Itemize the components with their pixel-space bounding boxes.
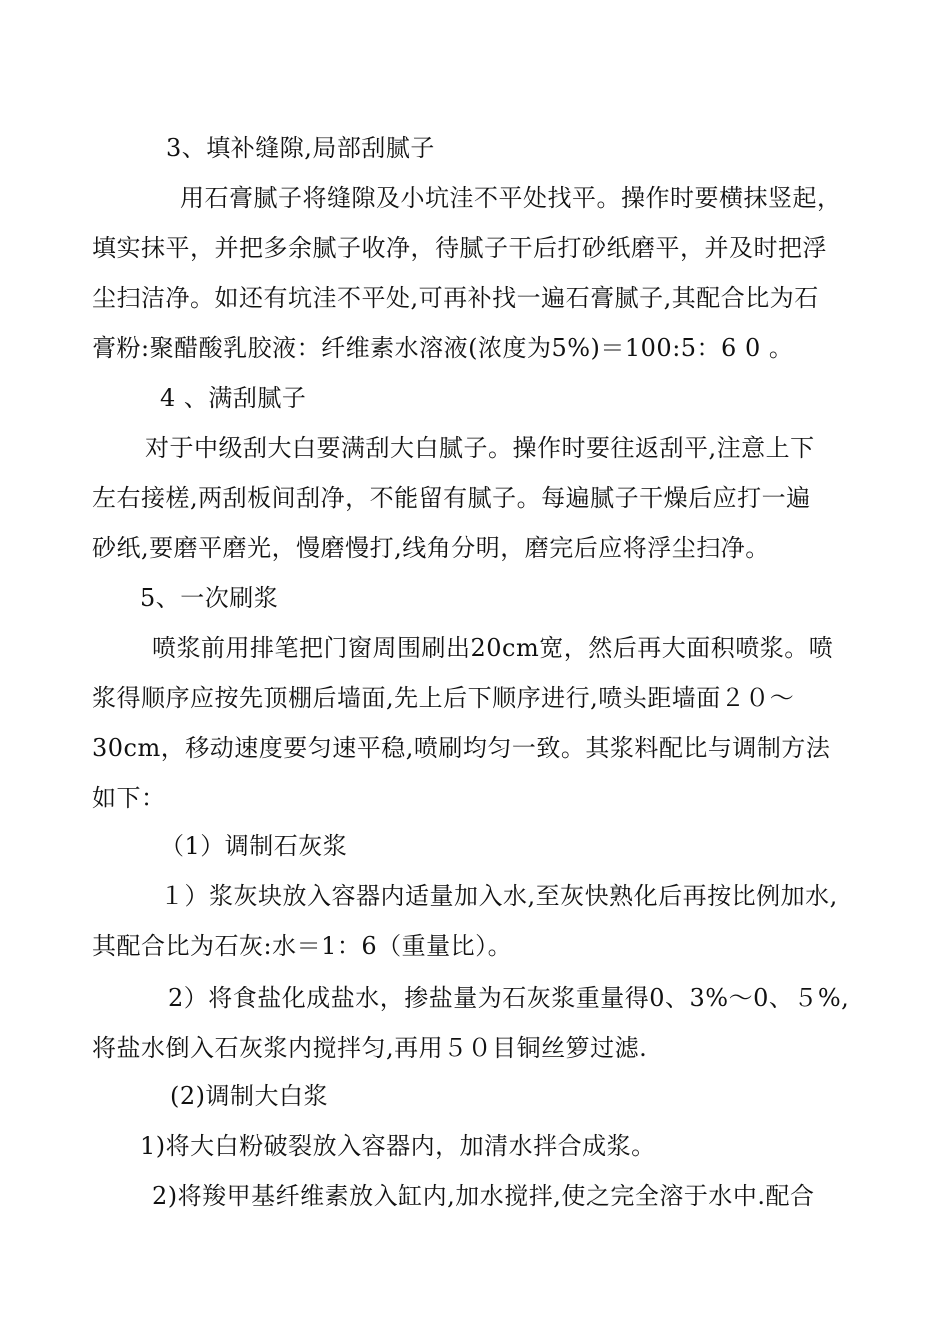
subheading-whitewash-slurry: (2)调制大白浆	[170, 1082, 328, 1110]
paragraph-line: 对于中级刮大白要满刮大白腻子。操作时要往返刮平,注意上下	[145, 434, 815, 462]
paragraph-line: 30cm，移动速度要匀速平稳,喷刷均匀一致。其浆料配比与调制方法	[92, 734, 831, 762]
paragraph-line: 其配合比为石灰:水＝1：6（重量比）。	[92, 932, 513, 960]
heading-3-fill-gaps: 3、填补缝隙,局部刮腻子	[166, 134, 435, 162]
paragraph-line: 用石膏腻子将缝隙及小坑洼不平处找平。操作时要横抹竖起，	[180, 184, 842, 212]
paragraph-line: 膏粉:聚醋酸乳胶液：纤维素水溶液(浓度为5%)＝100:5：6 0 。	[92, 334, 794, 362]
paragraph-line: 2）将食盐化成盐水，掺盐量为石灰浆重量得0、3%～0、５%,	[168, 984, 850, 1012]
paragraph-line: 浆得顺序应按先顶棚后墙面,先上后下顺序进行,喷头距墙面２０～	[92, 684, 795, 712]
paragraph-line: 填实抹平，并把多余腻子收净，待腻子干后打砂纸磨平，并及时把浮	[92, 234, 827, 262]
paragraph-line: 喷浆前用排笔把门窗周围刷出20cm宽，然后再大面积喷浆。喷	[152, 634, 834, 662]
paragraph-line: 尘扫洁净。如还有坑洼不平处,可再补找一遍石膏腻子,其配合比为石	[92, 284, 819, 312]
paragraph-line: 如下：	[92, 784, 166, 812]
paragraph-line: 砂纸,要磨平磨光，慢磨慢打,线角分明，磨完后应将浮尘扫净。	[92, 534, 770, 562]
paragraph-line: 1)将大白粉破裂放入容器内，加清水拌合成浆。	[140, 1132, 656, 1160]
subheading-lime-slurry: （1）调制石灰浆	[160, 832, 348, 860]
heading-5-first-coat: 5、一次刷浆	[140, 584, 279, 612]
paragraph-line: １）浆灰块放入容器内适量加入水,至灰快熟化后再按比例加水,	[160, 882, 838, 910]
paragraph-line: 将盐水倒入石灰浆内搅拌匀,再用５０目铜丝箩过滤.	[92, 1034, 648, 1062]
paragraph-line: 2)将羧甲基纤维素放入缸内,加水搅拌,使之完全溶于水中.配合	[152, 1182, 815, 1210]
heading-4-full-putty: 4 、满刮腻子	[160, 384, 307, 412]
paragraph-line: 左右接槎,两刮板间刮净，不能留有腻子。每遍腻子干燥后应打一遍	[92, 484, 811, 512]
